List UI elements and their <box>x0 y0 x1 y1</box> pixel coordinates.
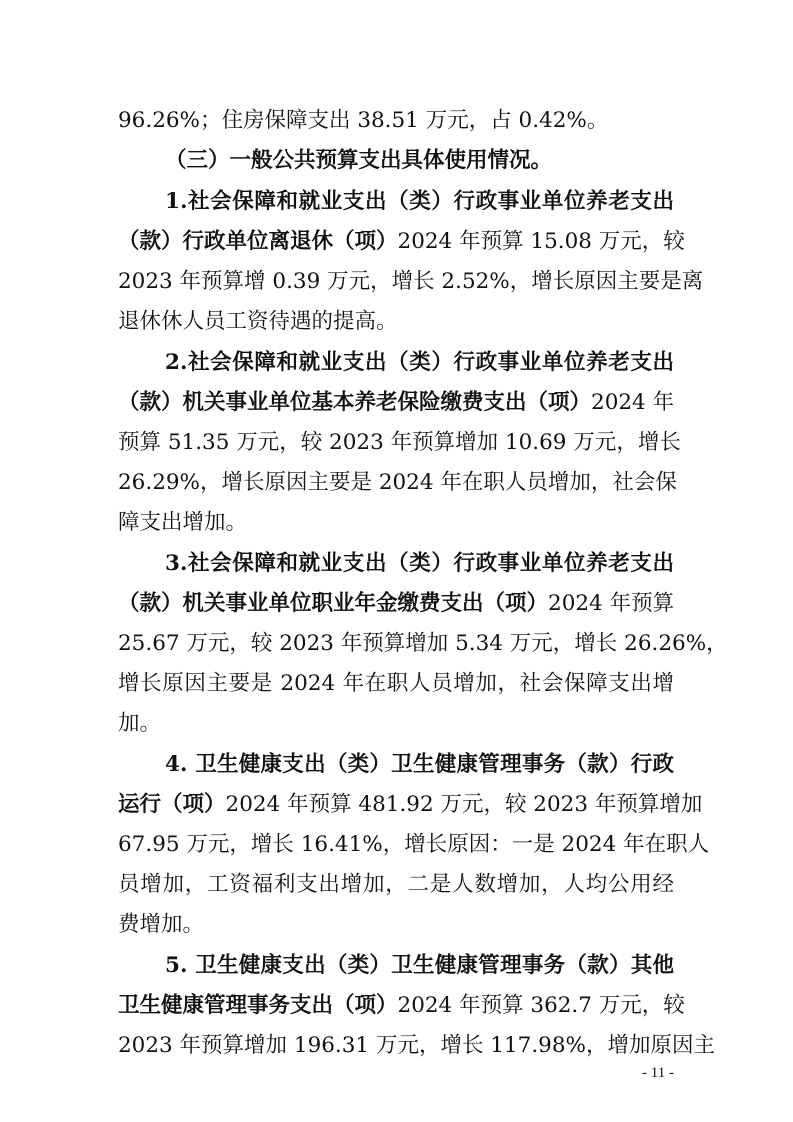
paragraph-line <box>118 991 685 1021</box>
paragraph-line <box>118 388 674 418</box>
item-text: 2024 年预算 <box>548 591 675 616</box>
item-heading-2-cont: （款）机关事业单位基本养老保险缴费支出（项） <box>118 390 592 415</box>
section-heading: （三）一般公共预算支出具体使用情况。 <box>165 148 553 173</box>
paragraph-line <box>118 790 703 820</box>
item-heading-1: 1.社会保障和就业支出（类）行政事业单位养老支出 <box>165 189 674 214</box>
paragraph-line: 25.67 万元，较 2023 年预算增加 5.34 万元，增长 26.26%， <box>118 631 728 656</box>
paragraph-line: 员增加，工资福利支出增加，二是人数增加，人均公用经 <box>118 872 674 897</box>
item-heading-3: 3.社会保障和就业支出（类）行政事业单位养老支出 <box>165 551 674 576</box>
paragraph-line: 26.29%，增长原因主要是 2024 年在职人员增加，社会保 <box>118 470 677 495</box>
item-heading-1-cont: （款）行政单位离退休（项） <box>118 229 398 254</box>
paragraph-line: 增长原因主要是 2024 年在职人员增加，社会保障支出增 <box>118 671 674 696</box>
item-heading-4: 4. 卫生健康支出（类）卫生健康管理事务（款）行政 <box>165 752 674 777</box>
item-heading-4-cont: 运行（项） <box>118 792 226 817</box>
item-heading-5-cont: 卫生健康管理事务支出（项） <box>118 993 398 1018</box>
page-number: - 11 - <box>642 1065 674 1081</box>
paragraph-line <box>118 589 674 619</box>
paragraph-line: 2023 年预算增加 196.31 万元，增长 117.98%，增加原因主 <box>118 1033 715 1058</box>
paragraph-line: 2023 年预算增 0.39 万元，增长 2.52%，增长原因主要是离 <box>118 269 704 294</box>
item-heading-2: 2.社会保障和就业支出（类）行政事业单位养老支出 <box>165 350 674 375</box>
item-heading-3-cont: （款）机关事业单位职业年金缴费支出（项） <box>118 591 549 616</box>
paragraph-line: 96.26%；住房保障支出 38.51 万元，占 0.42%。 <box>118 108 609 133</box>
paragraph-line: 加。 <box>118 711 162 736</box>
paragraph-line: 67.95 万元，增长 16.41%，增长原因：一是 2024 年在职人 <box>118 832 710 857</box>
paragraph-line: 费增加。 <box>118 912 205 937</box>
paragraph-line <box>118 227 685 257</box>
paragraph-line: 障支出增加。 <box>118 510 248 535</box>
item-text: 2024 年 <box>591 390 675 415</box>
paragraph-line: 退休休人员工资待遇的提高。 <box>118 309 398 334</box>
paragraph-line: 预算 51.35 万元，较 2023 年预算增加 10.69 万元，增长 <box>118 430 681 455</box>
item-heading-5: 5. 卫生健康支出（类）卫生健康管理事务（款）其他 <box>165 953 674 978</box>
item-text: 2024 年预算 15.08 万元，较 <box>397 229 685 254</box>
item-text: 2024 年预算 481.92 万元，较 2023 年预算增加 <box>225 792 703 817</box>
item-text: 2024 年预算 362.7 万元，较 <box>397 993 685 1018</box>
